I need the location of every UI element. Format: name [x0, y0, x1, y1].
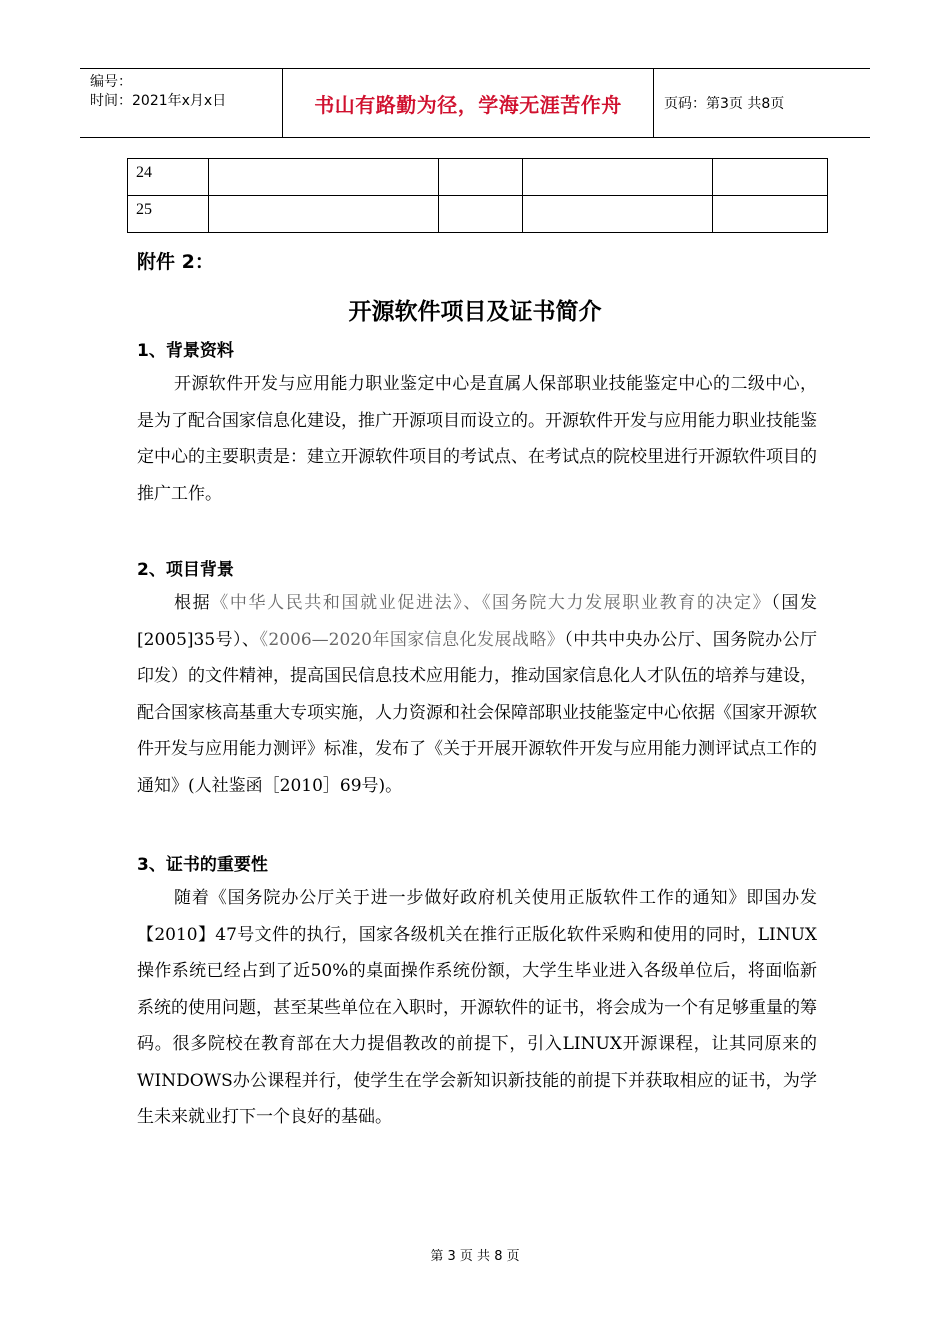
document-title: 开源软件项目及证书简介	[348, 299, 602, 325]
law-reference: 《中华人民共和国就业促进法》、《国务院大力发展职业教育的决定》	[211, 593, 772, 613]
section-paragraph-1: 开源软件开发与应用能力职业鉴定中心是直属人保部职业技能鉴定中心的二级中心，是为了配合国家信息化建设，推广开源项目而设立的。开源软件开发与应用能力职业技能鉴定中心的主要职责是：建立开源软件项目的考试点、在考试点的院校里进行开源软件项目的推广工作。	[137, 374, 817, 504]
page-header	[80, 68, 870, 138]
page-footer: 第 3 页 共 8 页	[430, 1249, 520, 1264]
para-text: （中共中央办公厅、国务院办公厅印发）的文件精神，提高国民信息技术应用能力，推动国家信息化人才队伍的培养与建设，配合国家核高基重大专项实施，人力资源和社会保障部职业技能鉴定中心依据《国家开源软件开发与应用能力测评》标准，发布了《关于开展开源软件开发与应用能力测评试点工作的通知》(人社鉴函［2010］69号)。	[137, 629, 817, 796]
table-cell	[713, 196, 828, 233]
section-heading-3: 3、证书的重要性	[137, 855, 268, 875]
number-label: 编号：	[90, 74, 132, 90]
header-page-info: 页码：第3页 共8页	[664, 96, 785, 112]
table-cell	[713, 159, 828, 196]
table-row	[128, 196, 828, 233]
strategy-reference: 《2006—2020年国家信息化发展战略》	[259, 629, 565, 650]
para-text: （国发[2005]35号）、	[137, 593, 818, 650]
table-cell	[209, 159, 439, 196]
row-number: 24	[128, 159, 209, 196]
data-table	[127, 158, 828, 233]
para-text: 根据	[174, 593, 212, 613]
section-paragraph-2	[137, 585, 817, 804]
table-row	[128, 159, 828, 196]
row-number: 25	[128, 196, 209, 233]
header-meta	[80, 69, 282, 137]
table-cell	[209, 196, 439, 233]
table-cell	[439, 196, 523, 233]
table-cell	[523, 159, 713, 196]
table-cell	[439, 159, 523, 196]
section-paragraph-3: 随着《国务院办公厅关于进一步做好政府机关使用正版软件工作的通知》即国办发【2010】47号文件的执行，国家各级机关在推行正版化软件采购和使用的同时，LINUX操作系统已经占到了近50%的桌面操作系统份额，大学生毕业进入各级单位后，将面临新系统的使用问题，甚至某些单位在入职时，开源软件的证书，将会成为一个有足够重量的筹码。很多院校在教育部在大力提倡教改的前提下，引入LINUX开源课程，让其同原来的WINDOWS办公课程并行，使学生在学会新知识新技能的前提下并获取相应的证书，为学生未来就业打下一个良好的基础。	[137, 888, 817, 1127]
section-heading-1: 1、背景资料	[137, 341, 234, 361]
section-heading-2: 2、项目背景	[137, 560, 234, 580]
time-label: 时间：2021年x月x日	[90, 93, 227, 109]
header-motto: 书山有路勤为径，学海无涯苦作舟	[282, 69, 654, 137]
annex-label: 附件 2：	[137, 251, 214, 273]
table-cell	[523, 196, 713, 233]
